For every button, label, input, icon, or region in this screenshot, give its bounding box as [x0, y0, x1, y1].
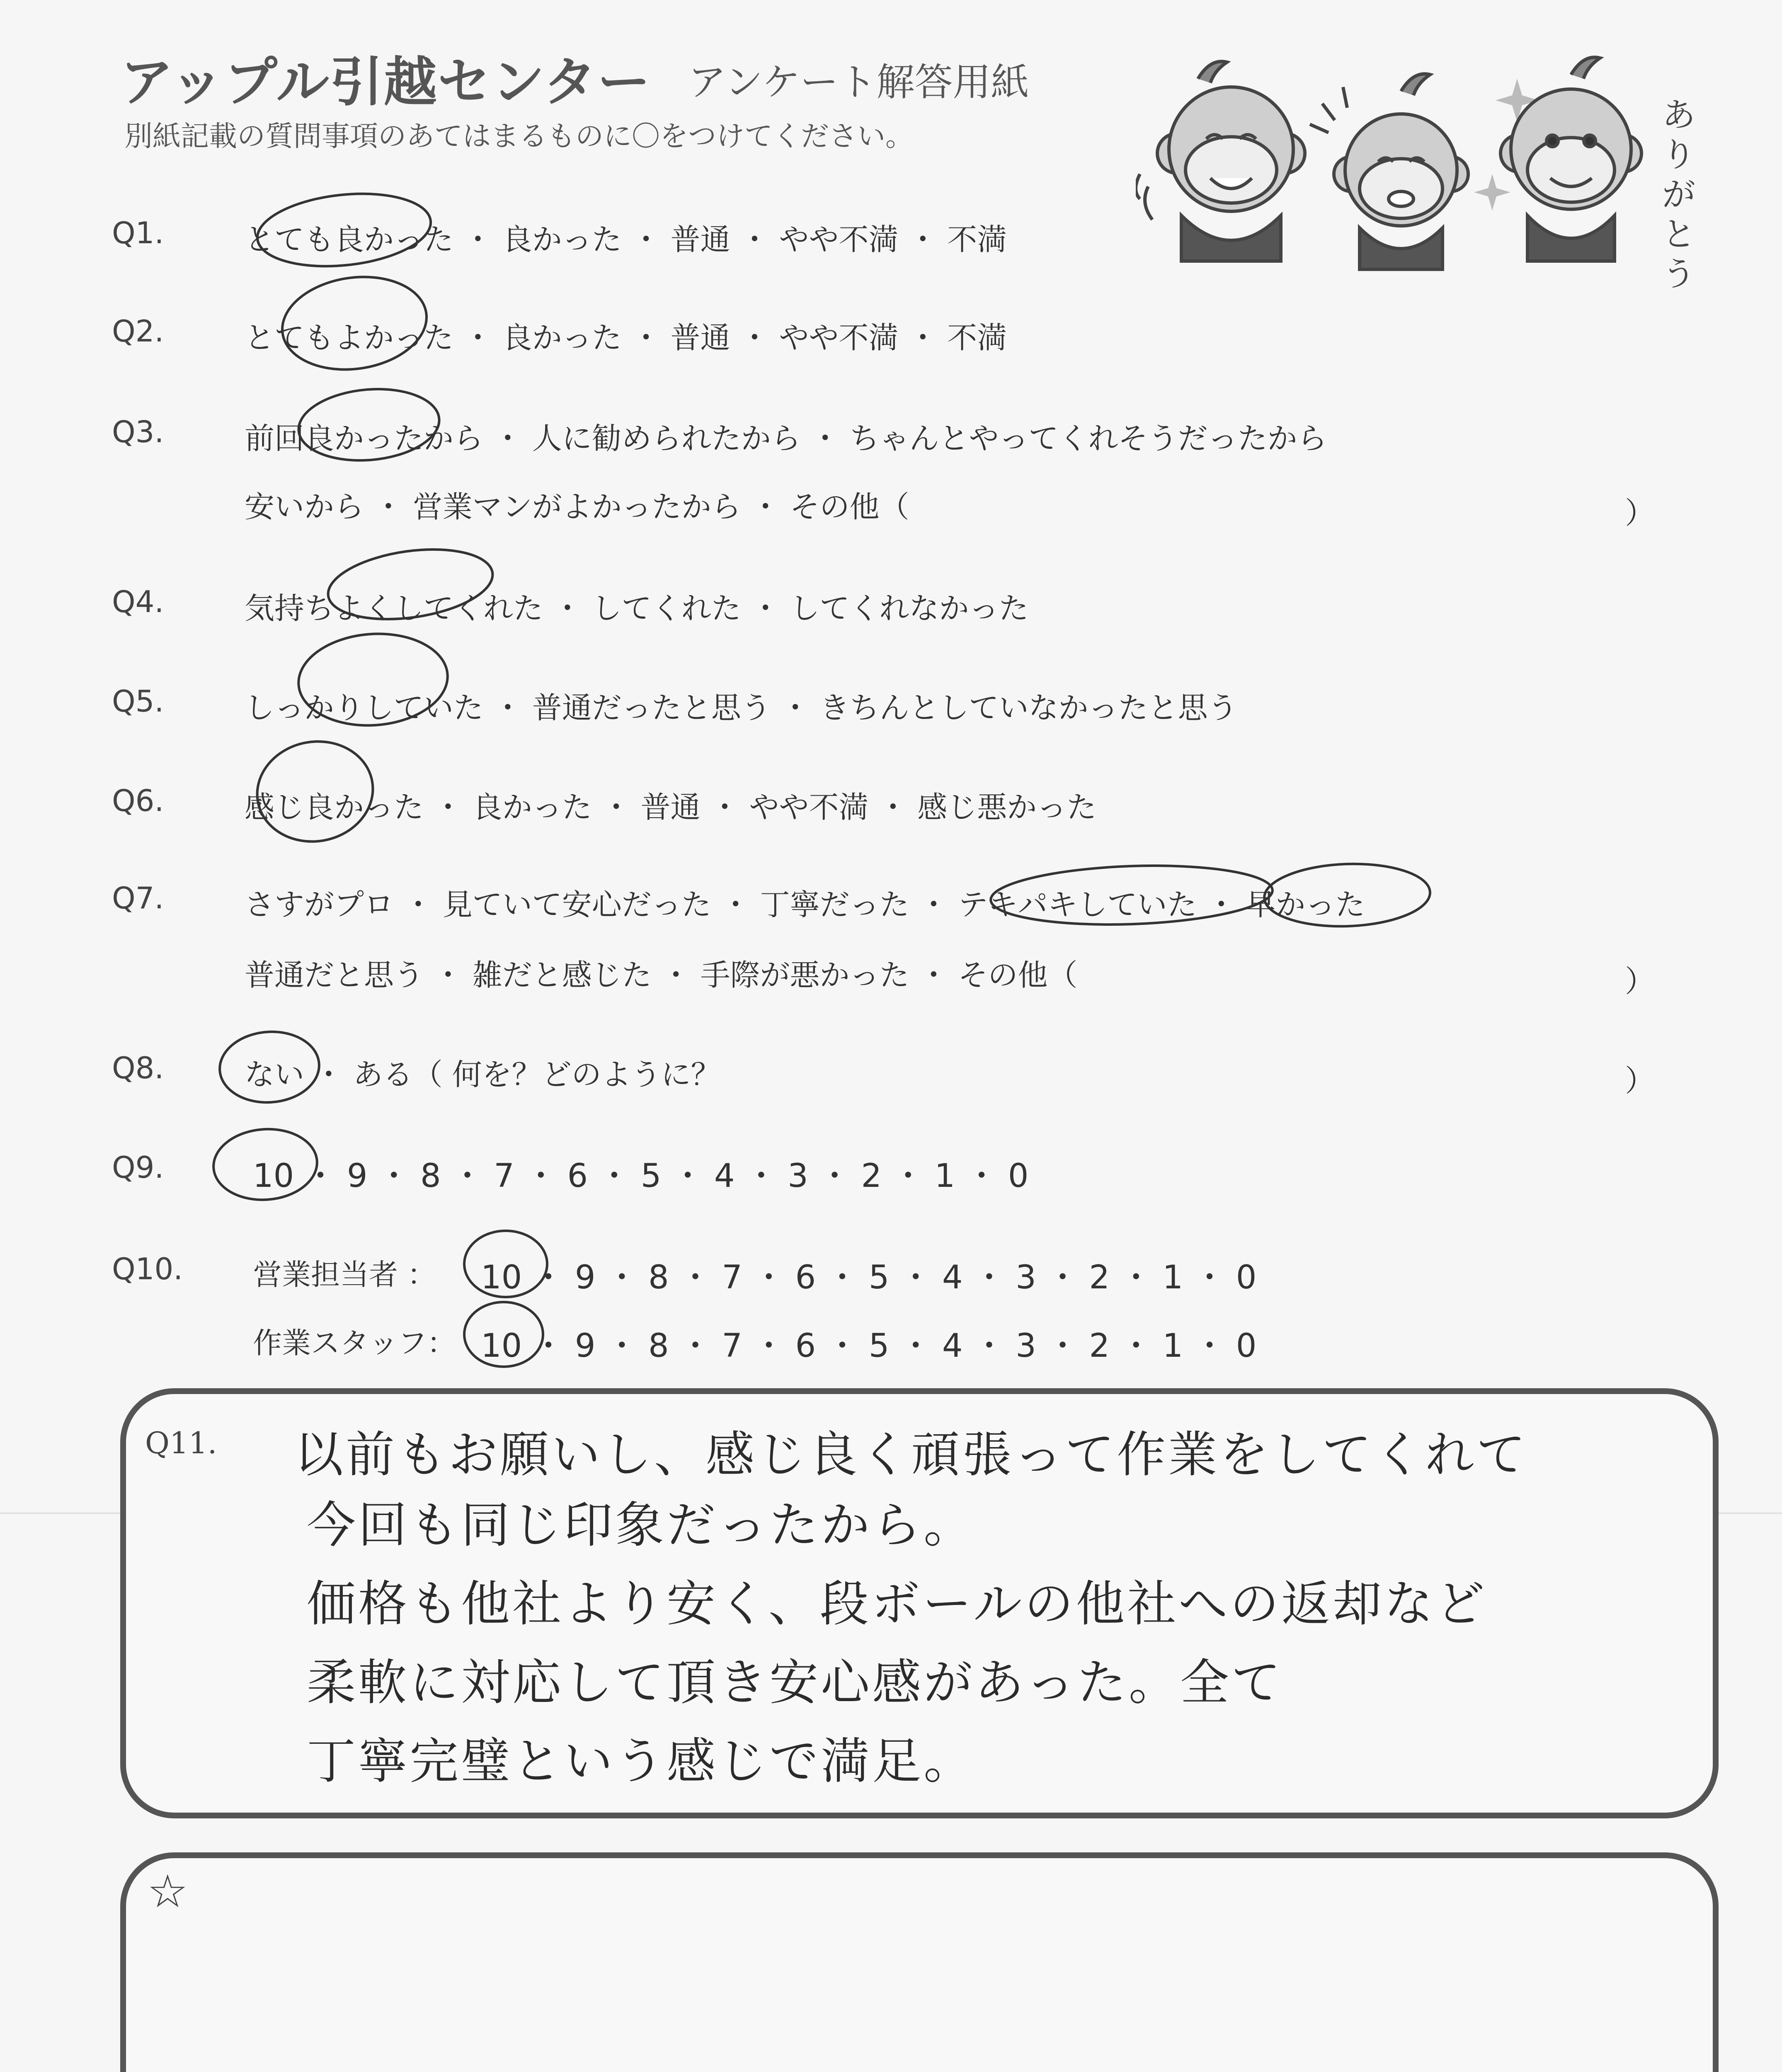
instruction-text: 別紙記載の質問事項のあてはまるものに〇をつけてください。	[124, 120, 914, 153]
star-icon: ☆	[147, 1865, 188, 1918]
q8-close-paren: ）	[1625, 1063, 1655, 1098]
q2-label: Q2.	[112, 314, 164, 349]
q7-label: Q7.	[112, 881, 164, 915]
answer-circle	[464, 1302, 543, 1367]
q2-options[interactable]: とてもよかった ・ 良かった ・ 普通 ・ やや不満 ・ 不満	[245, 320, 1007, 355]
answer-circle	[990, 861, 1273, 929]
q11-answer-line: 柔軟に対応して頂き安心感があった。全て	[307, 1654, 1283, 1711]
q3-close-paren: ）	[1625, 496, 1655, 530]
q10-label: Q10.	[112, 1251, 183, 1286]
q11-answer-line: 今回も同じ印象だったから。	[307, 1496, 975, 1554]
answer-circle	[324, 540, 497, 629]
q3-label: Q3.	[112, 414, 164, 449]
q8-label: Q8.	[112, 1051, 164, 1085]
answer-circle	[249, 733, 381, 851]
q11-answer-line: 丁寧完璧という感じで満足。	[307, 1733, 975, 1790]
q9-label: Q9.	[112, 1150, 164, 1185]
answer-circle	[211, 1126, 319, 1203]
q6-label: Q6.	[112, 783, 164, 818]
q7-options-line2[interactable]: 普通だと思う ・ 雑だと感じた ・ 手際が悪かった ・ その他（	[245, 958, 1078, 992]
q5-options[interactable]: しっかりしていた ・ 普通だったと思う ・ きちんとしていなかったと思う	[245, 690, 1238, 725]
q5-label: Q5.	[112, 684, 164, 719]
q4-label: Q4.	[112, 584, 164, 619]
q11-answer-line: 価格も他社より安く、段ボールの他社への返却など	[307, 1575, 1487, 1632]
answer-circle	[1263, 861, 1431, 929]
q7-options-line1[interactable]: さすがプロ ・ 見ていて安心だった ・ 丁寧だった ・ テキパキしていた ・ 早かった	[245, 887, 1365, 922]
q3-options-line1[interactable]: 前回良かったから ・ 人に勧められたから ・ ちゃんとやってくれそうだったから	[245, 421, 1327, 456]
q9-scale[interactable]: 10 ・ 9 ・ 8 ・ 7 ・ 6 ・ 5 ・ 4 ・ 3 ・ 2 ・ 1 ・ 0	[253, 1157, 1029, 1195]
q7-close-paren: ）	[1625, 964, 1655, 999]
q11-answer-line: 以前もお願いし、感じ良く頑張って作業をしてくれて	[294, 1426, 1528, 1483]
q10-staff-scale[interactable]: 10 ・ 9 ・ 8 ・ 7 ・ 6 ・ 5 ・ 4 ・ 3 ・ 2 ・ 1 ・ 0	[481, 1327, 1257, 1365]
q11-label: Q11.	[145, 1426, 217, 1460]
q10-staff-label: 作業スタッフ：	[253, 1326, 456, 1360]
answer-circle	[276, 268, 432, 379]
answer-circle	[254, 186, 434, 274]
company-title: アップル引越センター	[120, 51, 651, 113]
answer-circle	[217, 1029, 321, 1106]
answer-circle	[296, 629, 451, 731]
free-comment-box[interactable]	[120, 1852, 1719, 2072]
q1-options[interactable]: とても良かった ・ 良かった ・ 普通 ・ やや不満 ・ 不満	[245, 222, 1007, 257]
q8-options[interactable]: ない ・ ある（ 何を？どのように？	[245, 1057, 721, 1092]
answer-circle	[296, 384, 442, 466]
thank-you-text: ありがとう	[1662, 96, 1695, 293]
q10-sales-scale[interactable]: 10 ・ 9 ・ 8 ・ 7 ・ 6 ・ 5 ・ 4 ・ 3 ・ 2 ・ 1 ・ 0	[481, 1259, 1257, 1296]
q1-label: Q1.	[112, 215, 164, 250]
q4-options[interactable]: 気持ちよくしてくれた ・ してくれた ・ してくれなかった	[245, 591, 1029, 626]
q6-options[interactable]: 感じ良かった ・ 良かった ・ 普通 ・ やや不満 ・ 感じ悪かった	[245, 790, 1097, 825]
answer-circle	[464, 1231, 547, 1297]
q3-options-line2[interactable]: 安いから ・ 営業マンがよかったから ・ その他（	[245, 489, 909, 524]
form-name: アンケート解答用紙	[688, 60, 1029, 104]
q10-sales-label: 営業担当者 ：	[253, 1258, 436, 1292]
